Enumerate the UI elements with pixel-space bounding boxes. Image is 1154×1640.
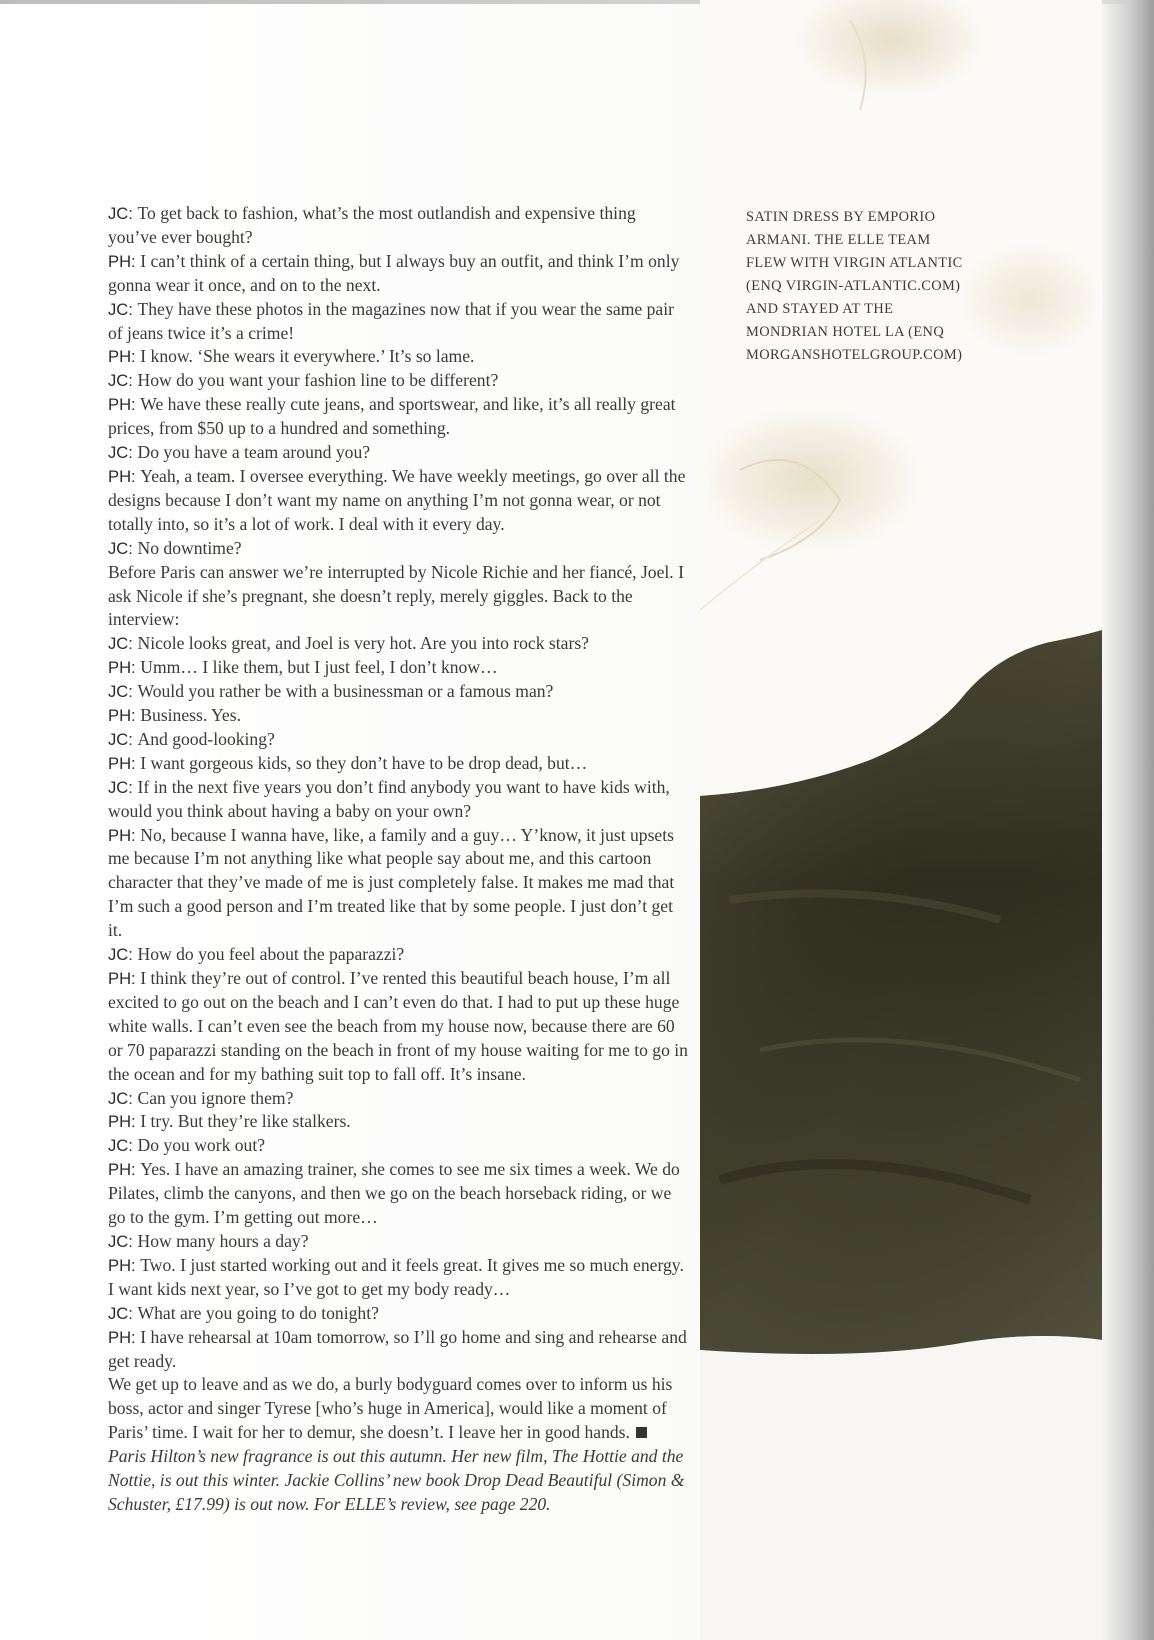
- line-text: I want gorgeous kids, so they don’t have to be drop dead, but…: [140, 752, 588, 773]
- line-text: To get back to fashion, what’s the most outlandish and expensive thing you’ve ever bought?: [108, 203, 636, 247]
- interview-line: [108, 465, 688, 537]
- interview-line: [108, 752, 688, 776]
- speaker-label: JC:: [108, 443, 138, 463]
- line-text: Yes. I have an amazing trainer, she comes to see me six times a week. We do Pilates, climb the canyons, and then we go on the beach horseback riding, or we go to the gym. I’m getting out more…: [108, 1159, 680, 1228]
- caption-line: ARMANI. THE ELLE TEAM: [746, 232, 931, 248]
- line-text: How do you feel about the paparazzi?: [137, 944, 405, 965]
- speaker-label: PH:: [108, 395, 141, 415]
- speaker-label: JC:: [108, 1303, 138, 1323]
- speaker-label: JC:: [108, 777, 138, 797]
- speaker-label: PH:: [108, 706, 141, 726]
- line-text: How many hours a day?: [137, 1230, 309, 1251]
- line-text: We have these really cute jeans, and sportswear, and like, it’s all really great prices, from $50 up to a hundred and something.: [108, 394, 676, 439]
- speaker-label: JC:: [108, 538, 138, 558]
- line-text: I have rehearsal at 10am tomorrow, so I’ll go home and sing and rehearse and get ready.: [108, 1326, 687, 1371]
- interview-line: [108, 680, 688, 704]
- speaker-label: JC:: [108, 1088, 138, 1108]
- speaker-label: JC:: [108, 634, 138, 654]
- caption-line: SATIN DRESS BY EMPORIO: [746, 209, 936, 225]
- line-text: What are you going to do tonight?: [137, 1302, 379, 1323]
- speaker-label: JC:: [108, 299, 138, 319]
- caption-line: MONDRIAN HOTEL LA (ENQ: [746, 324, 945, 340]
- line-text: I know. ‘She wears it everywhere.’ It’s so lame.: [140, 346, 475, 367]
- interview-line: [108, 776, 688, 824]
- line-text: Two. I just started working out and it feels great. It gives me so much energy. I want kids next year, so I’ve got to get my body ready…: [108, 1254, 684, 1299]
- line-text: I can’t think of a certain thing, but I always buy an outfit, and think I’m only gonna wear it once, and on to the next.: [108, 250, 680, 295]
- interview-column: [108, 202, 688, 1517]
- interview-line: [108, 1254, 688, 1302]
- interview-line: [108, 345, 688, 369]
- line-text: How do you want your fashion line to be different?: [137, 370, 499, 391]
- interview-line: [108, 728, 688, 752]
- line-text: And good-looking?: [137, 728, 275, 749]
- line-text: No downtime?: [137, 537, 242, 558]
- speaker-label: JC:: [108, 1231, 138, 1251]
- speaker-label: PH:: [108, 251, 141, 271]
- speaker-label: JC:: [108, 371, 138, 391]
- speaker-label: PH:: [108, 466, 141, 486]
- speaker-label: PH:: [108, 347, 141, 367]
- interview-line: [108, 1302, 688, 1326]
- photo-credit-caption: [746, 206, 1016, 367]
- interview-line: [108, 298, 688, 346]
- line-text: I think they’re out of control. I’ve rented this beautiful beach house, I’m all excited to go out on the beach and I can’t even do that. I had to put up these huge white walls. I can’t even see the beach from my house now, because there are 60 or 70 paparazzi standing on the beach in front of my house waiting for me to go in the ocean and for my bathing suit top to fall off. It’s insane.: [108, 968, 688, 1084]
- caption-line: FLEW WITH VIRGIN ATLANTIC: [746, 255, 963, 271]
- speaker-label: JC:: [108, 1136, 138, 1156]
- line-text: Nicole looks great, and Joel is very hot. Are you into rock stars?: [137, 633, 589, 654]
- caption-line: AND STAYED AT THE: [746, 301, 894, 317]
- line-text: If in the next five years you don’t find anybody you want to have kids with, would you think about having a baby on your own?: [108, 776, 670, 821]
- line-text: Before Paris can answer we’re interrupted by Nicole Richie and her fiancé, Joel. I ask Nicole if she’s pregnant, she doesn’t reply, merely giggles. Back to the interview:: [108, 561, 684, 630]
- interview-line: [108, 1326, 688, 1374]
- interview-line: [108, 1158, 688, 1230]
- interview-line: [108, 202, 688, 250]
- interview-line: [108, 369, 688, 393]
- interview-line: [108, 250, 688, 298]
- line-text: Business. Yes.: [140, 705, 241, 726]
- interview-line: [108, 656, 688, 680]
- narrative-paragraph: [108, 1373, 688, 1445]
- caption-line: MORGANSHOTELGROUP.COM): [746, 347, 963, 363]
- line-text: Can you ignore them?: [137, 1087, 294, 1108]
- narrative-paragraph: [108, 561, 688, 633]
- speaker-label: PH:: [108, 825, 141, 845]
- caption-line: (ENQ VIRGIN-ATLANTIC.COM): [746, 278, 961, 294]
- interview-line: [108, 632, 688, 656]
- page-gutter-shadow: [1102, 0, 1154, 1640]
- line-text: Umm… I like them, but I just feel, I don’t know…: [140, 657, 498, 678]
- speaker-label: PH:: [108, 969, 141, 988]
- speaker-label: JC:: [108, 729, 138, 749]
- interview-line: [108, 537, 688, 561]
- interview-line: [108, 393, 688, 441]
- line-text: Do you work out?: [137, 1135, 266, 1156]
- speaker-label: PH:: [108, 753, 141, 773]
- speaker-label: PH:: [108, 1160, 141, 1180]
- interview-line: [108, 967, 688, 1087]
- line-text: Would you rather be with a businessman or a famous man?: [137, 681, 554, 702]
- speaker-label: PH:: [108, 1255, 141, 1275]
- speaker-label: PH:: [108, 658, 141, 678]
- line-text: They have these photos in the magazines now that if you wear the same pair of jeans twice it’s a crime!: [108, 298, 674, 343]
- line-text: No, because I wanna have, like, a family and a guy… Y’know, it just upsets me because I’m not anything like what people say about me, and this cartoon character that they’ve made of me is just completely false. It makes me mad that I’m such a good person and I’m treated like that by some people. I just don’t get it.: [108, 824, 675, 941]
- interview-line: [108, 1134, 688, 1158]
- interview-line: [108, 1230, 688, 1254]
- speaker-label: JC:: [108, 204, 138, 223]
- end-square-icon: [636, 1427, 647, 1438]
- speaker-label: JC:: [108, 682, 138, 702]
- footnote: Paris Hilton’s new fragrance is out this autumn. Her new film, The Hottie and the Nottie, is out this winter. Jackie Collins’ new book Drop Dead Beautiful (Simon & Schuster, £17.99) is out now. For ELLE’s review, see page 220.: [108, 1446, 685, 1514]
- interview-line: [108, 704, 688, 728]
- line-text: We get up to leave and as we do, a burly bodyguard comes over to inform us his boss, actor and singer Tyrese [who’s huge in America], would like a moment of Paris’ time. I wait for her to demur, she doesn’t. I leave her in good hands.: [108, 1374, 673, 1443]
- interview-line: [108, 943, 688, 967]
- interview-line: [108, 1110, 688, 1134]
- line-text: I try. But they’re like stalkers.: [140, 1111, 351, 1132]
- speaker-label: JC:: [108, 945, 138, 965]
- speaker-label: PH:: [108, 1327, 141, 1347]
- speaker-label: PH:: [108, 1112, 141, 1132]
- line-text: Yeah, a team. I oversee everything. We have weekly meetings, go over all the designs because I don’t want my name on anything I’m not gonna wear, or not totally into, so it’s a lot of work. I deal with it every day.: [108, 465, 686, 534]
- interview-line: [108, 824, 688, 944]
- interview-line: [108, 441, 688, 465]
- line-text: Do you have a team around you?: [137, 442, 371, 463]
- interview-line: [108, 1087, 688, 1111]
